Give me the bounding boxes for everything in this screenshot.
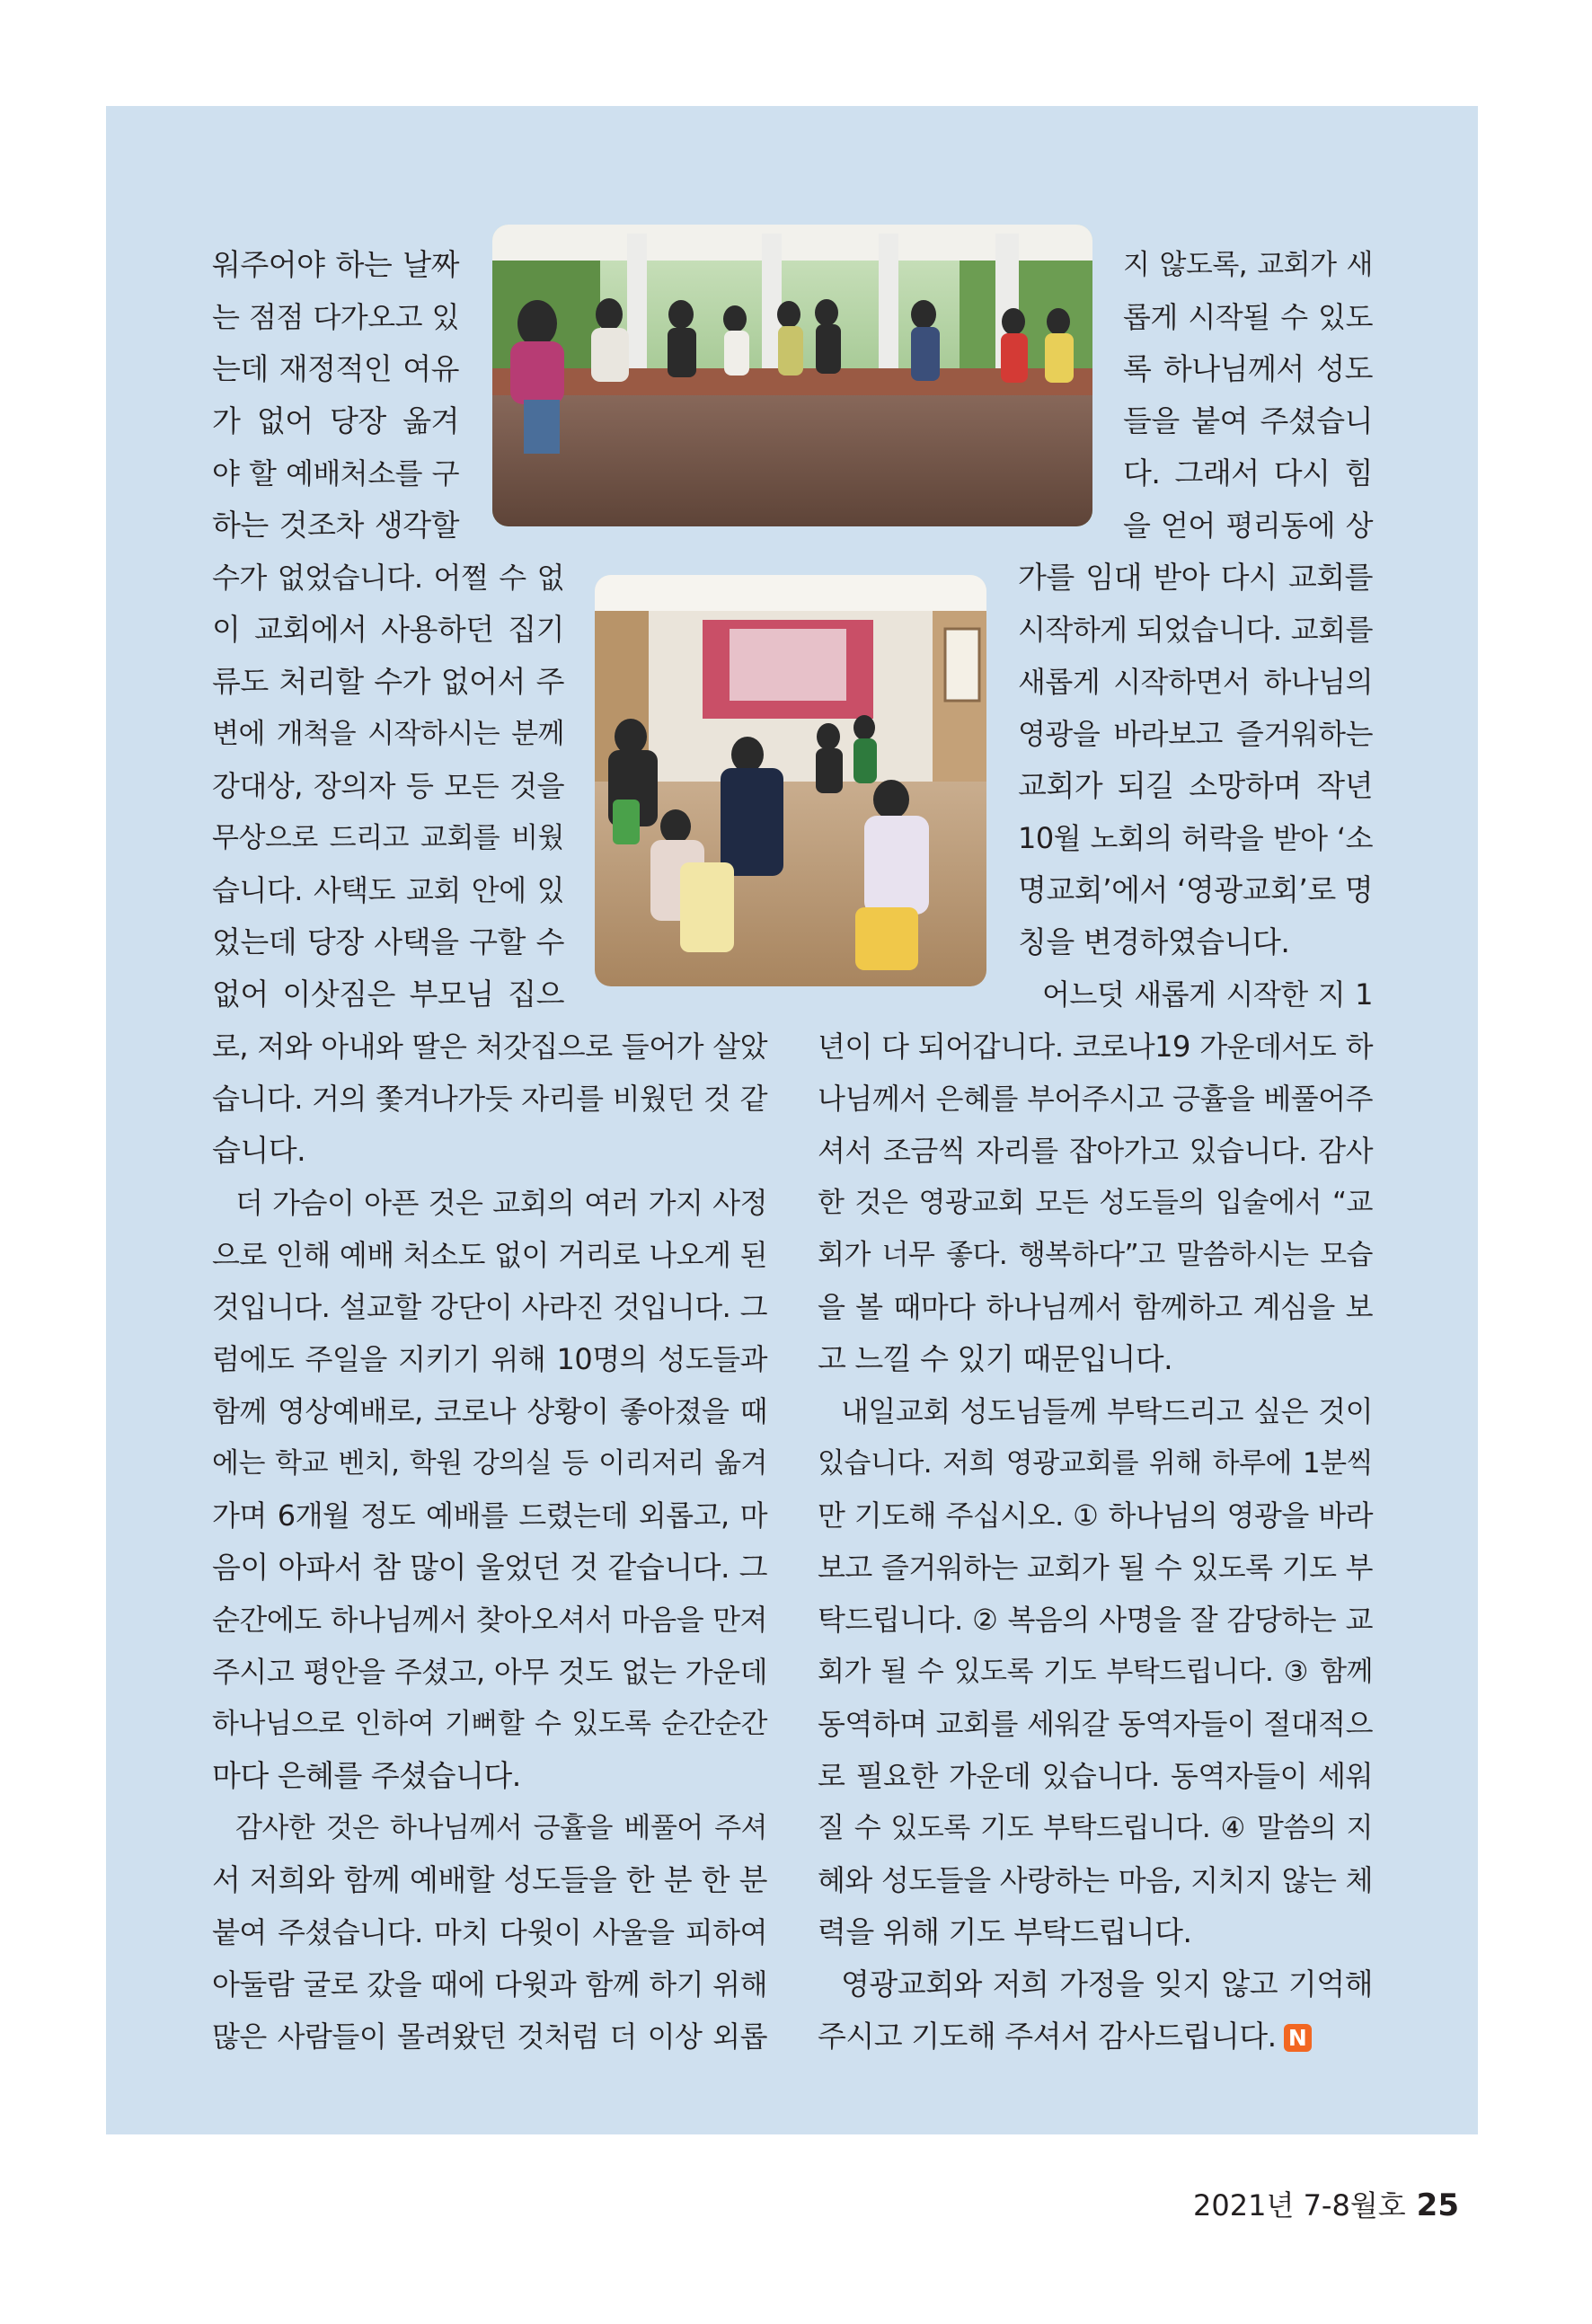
photo-indoor-service-icon bbox=[595, 575, 986, 986]
text-line: 아둘람 굴로 갔을 때에 다윗과 함께 하기 위해 bbox=[212, 1967, 767, 2001]
page-number: 25 bbox=[1416, 2187, 1459, 2223]
text-line: 회가 될 수 있도록 기도 부탁드립니다. ③ 함께 bbox=[818, 1656, 1373, 1688]
text-line: 내일교회 성도님들께 부탁드리고 싶은 것이 bbox=[841, 1394, 1373, 1428]
end-mark-icon: N bbox=[1284, 2024, 1312, 2052]
text-line: 강대상, 장의자 등 모든 것을 bbox=[212, 769, 564, 803]
text-line: 영광교회와 저희 가정을 잊지 않고 기억해 bbox=[841, 1966, 1373, 2001]
text-line: 습니다. bbox=[212, 1133, 306, 1168]
text-line: 력을 위해 기도 부탁드립니다. bbox=[818, 1914, 1192, 1949]
text-line: 가를 임대 받아 다시 교회를 bbox=[1018, 560, 1373, 595]
text-line: 10월 노회의 허락을 받아 ‘소 bbox=[1018, 821, 1373, 855]
text-line: 들을 붙여 주셨습니 bbox=[1123, 403, 1373, 438]
text-line: 것입니다. 설교할 강단이 사라진 것입니다. 그 bbox=[212, 1290, 767, 1324]
text-line: 으로 인해 예배 처소도 없이 거리로 나오게 된 bbox=[212, 1238, 767, 1272]
text-line: 주시고 평안을 주셨고, 아무 것도 없는 가운데 bbox=[212, 1655, 767, 1689]
text-line: 영광을 바라보고 즐거워하는 bbox=[1018, 717, 1373, 751]
text-line: 많은 사람들이 몰려왔던 것처럼 더 이상 외롭 bbox=[212, 2019, 767, 2054]
page-footer bbox=[1193, 2183, 1459, 2228]
text-line: 습니다. 사택도 교회 안에 있 bbox=[212, 873, 564, 907]
text-line: 음이 아파서 참 많이 울었던 것 같습니다. 그 bbox=[212, 1550, 767, 1585]
text-line: 었는데 당장 사택을 구할 수 bbox=[212, 924, 564, 959]
text-line: 시작하게 되었습니다. 교회를 bbox=[1018, 613, 1373, 647]
text-line-last bbox=[818, 2010, 1373, 2063]
text-line: 탁드립니다. ② 복음의 사명을 잘 감당하는 교 bbox=[818, 1603, 1373, 1637]
text-line: 이 교회에서 사용하던 집기 bbox=[212, 612, 564, 647]
text-line: 을 볼 때마다 하나님께서 함께하고 계심을 보 bbox=[818, 1290, 1373, 1324]
text-line: 로, 저와 아내와 딸은 처갓집으로 들어가 살았 bbox=[212, 1029, 767, 1064]
text-line: 없어 이삿짐은 부모님 집으 bbox=[212, 976, 564, 1012]
text-line: 교회가 되길 소망하며 작년 bbox=[1018, 768, 1373, 803]
text-line: 명교회’에서 ‘영광교회’로 명 bbox=[1018, 872, 1374, 907]
text-line: 로 필요한 가운데 있습니다. 동역자들이 세워 bbox=[818, 1759, 1373, 1793]
text-line: 셔서 조금씩 자리를 잡아가고 있습니다. 감사 bbox=[818, 1134, 1373, 1168]
text-line: 더 가슴이 아픈 것은 교회의 여러 가지 사정 bbox=[235, 1186, 767, 1220]
text-line: 감사한 것은 하나님께서 긍휼을 베풀어 주셔 bbox=[235, 1812, 767, 1844]
text-line: 록 하나님께서 성도 bbox=[1123, 351, 1373, 386]
text-line: 새롭게 시작하면서 하나님의 bbox=[1018, 665, 1373, 699]
text-line: 서 저희와 함께 예배할 성도들을 한 분 한 분 bbox=[212, 1862, 767, 1897]
photo-pavilion-gathering-icon bbox=[492, 225, 1092, 526]
text-line: 한 것은 영광교회 모든 성도들의 입술에서 “교 bbox=[818, 1187, 1373, 1219]
text-line: 만 기도해 주십시오. ① 하나님의 영광을 바라 bbox=[818, 1498, 1373, 1533]
text-line: 하는 것조차 생각할 bbox=[212, 508, 459, 543]
outdoor-pavilion-photo bbox=[492, 225, 1092, 526]
text-line: 변에 개척을 시작하시는 분께 bbox=[212, 718, 564, 750]
text-line: 습니다. 거의 쫓겨나가듯 자리를 비웠던 것 같 bbox=[212, 1082, 767, 1116]
text-line: 함께 영상예배로, 코로나 상황이 좋아졌을 때 bbox=[212, 1394, 767, 1428]
text-line: 질 수 있도록 기도 부탁드립니다. ④ 말씀의 지 bbox=[818, 1812, 1373, 1844]
text-line: 회가 너무 좋다. 행복하다”고 말씀하시는 모습 bbox=[818, 1239, 1373, 1271]
text-line: 다. 그래서 다시 힘 bbox=[1123, 455, 1373, 490]
text-line: 류도 처리할 수가 없어서 주 bbox=[212, 664, 564, 699]
text-line: 는 점점 다가오고 있 bbox=[212, 300, 459, 334]
text-line: 지 않도록, 교회가 새 bbox=[1123, 249, 1373, 281]
text-line: 하나님으로 인하여 기뻐할 수 있도록 순간순간 bbox=[212, 1708, 767, 1740]
issue-label: 2021년 7-8월호 bbox=[1193, 2188, 1406, 2222]
indoor-worship-photo bbox=[595, 575, 986, 986]
text-line: 칭을 변경하였습니다. bbox=[1018, 924, 1290, 959]
text-line: 고 느낄 수 있기 때문입니다. bbox=[818, 1341, 1173, 1376]
text-line: 있습니다. 저희 영광교회를 위해 하루에 1분씩 bbox=[818, 1447, 1373, 1480]
text-line: 가며 6개월 정도 예배를 드렸는데 외롭고, 마 bbox=[212, 1498, 767, 1533]
text-line: 순간에도 하나님께서 찾아오셔서 마음을 만져 bbox=[212, 1603, 767, 1637]
text-line: 는데 재정적인 여유 bbox=[212, 351, 459, 386]
text-line: 에는 학교 벤치, 학원 강의실 등 이리저리 옮겨 bbox=[212, 1447, 767, 1480]
text-line: 마다 은혜를 주셨습니다. bbox=[212, 1758, 521, 1793]
text-line: 가 없어 당장 옮겨 bbox=[212, 403, 459, 438]
text-line: 동역하며 교회를 세워갈 동역자들이 절대적으 bbox=[818, 1707, 1373, 1741]
text-line: 년이 다 되어갑니다. 코로나19 가운데서도 하 bbox=[818, 1029, 1373, 1064]
text-line: 어느덧 새롭게 시작한 지 1 bbox=[1042, 977, 1373, 1012]
text-line: 야 할 예배처소를 구 bbox=[212, 456, 459, 490]
text-line: 혜와 성도들을 사랑하는 마음, 지치지 않는 체 bbox=[818, 1863, 1373, 1897]
text-line: 나님께서 은혜를 부어주시고 긍휼을 베풀어주 bbox=[818, 1082, 1373, 1116]
closing-text: 주시고 기도해 주셔서 감사드립니다. bbox=[818, 2019, 1277, 2054]
text-line: 붙여 주셨습니다. 마치 다윗이 사울을 피하여 bbox=[212, 1915, 767, 1949]
text-line: 럼에도 주일을 지키기 위해 10명의 성도들과 bbox=[212, 1342, 767, 1376]
text-line: 을 얻어 평리동에 상 bbox=[1123, 508, 1373, 543]
text-line: 보고 즐거워하는 교회가 될 수 있도록 기도 부 bbox=[818, 1551, 1373, 1585]
text-line: 수가 없었습니다. 어쩔 수 없 bbox=[212, 561, 564, 595]
text-line: 롭게 시작될 수 있도 bbox=[1123, 300, 1373, 334]
text-line: 무상으로 드리고 교회를 비웠 bbox=[212, 822, 564, 854]
text-line: 워주어야 하는 날짜 bbox=[212, 247, 459, 282]
